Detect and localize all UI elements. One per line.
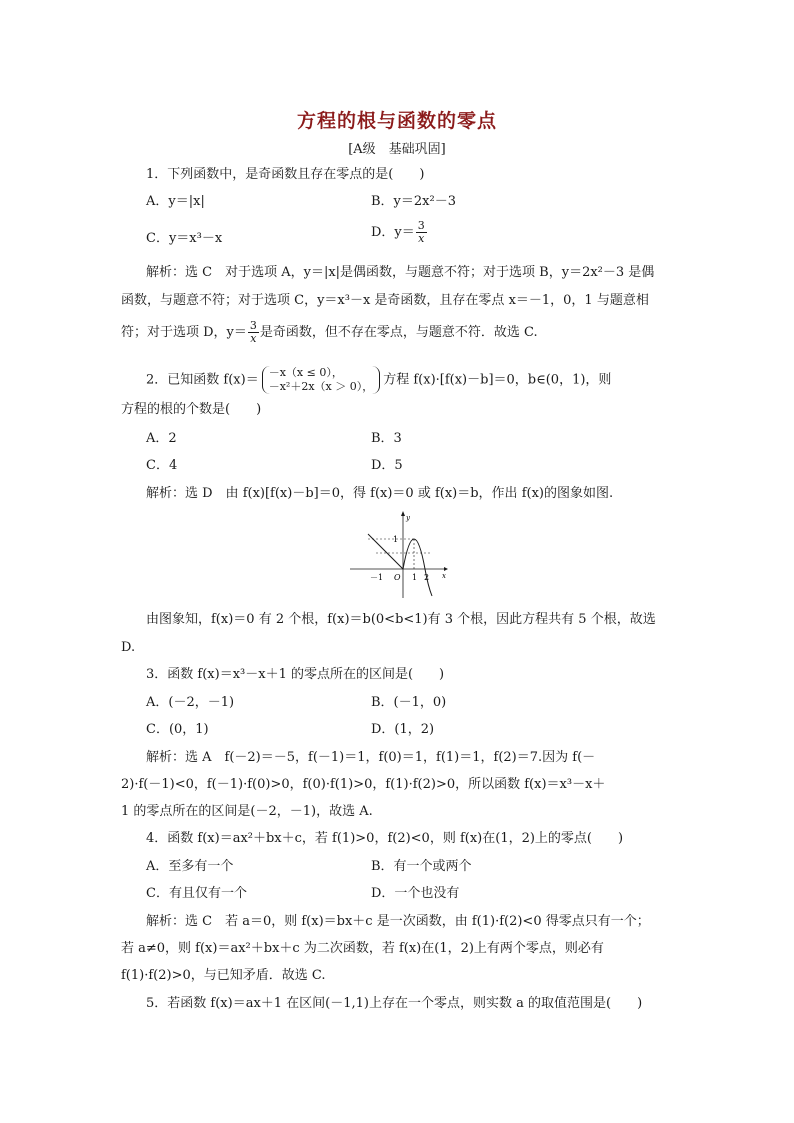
q3-option-b: B．(－1，0) xyxy=(371,695,447,710)
q2-piecewise-function xyxy=(262,366,381,394)
q2-function-graph xyxy=(348,510,448,600)
q4-solution-line-3: f(1)·f(2)>0，与已知矛盾．故选 C. xyxy=(121,968,326,983)
q2-option-d: D．5 xyxy=(371,458,403,473)
q1-option-d-prefix: D．y＝ xyxy=(371,225,415,240)
q4-option-c: C．有且仅有一个 xyxy=(146,886,247,901)
graph-label-y-one: 1 xyxy=(393,535,399,544)
q2-stem-post: 方程 f(x)·[f(x)－b]＝0，b∈(0，1)，则 xyxy=(383,372,612,388)
graph-label-x-two: 2 xyxy=(424,573,430,582)
q2-solution-line-1: 解析：选 D 由 f(x)[f(x)－b]＝0，得 f(x)＝0 或 f(x)＝b，作出 f(x)的图象如图. xyxy=(146,486,614,501)
q1-option-c: C．y＝x³－x xyxy=(146,231,223,246)
q3-option-a: A．(－2，－1) xyxy=(146,695,235,710)
q1-solution-line-2: 函数，与题意不符；对于选项 C，y＝x³－x 是奇函数，且存在零点 x＝－1，0，1 与题意相 xyxy=(121,293,649,308)
q2-stem-pre: 2．已知函数 f(x)＝ xyxy=(146,372,259,388)
y-axis-arrow xyxy=(401,511,405,516)
section-subtitle: [A级 基础巩固] xyxy=(348,142,446,157)
q3-stem: 3．函数 f(x)＝x³－x＋1 的零点所在的区间是( ) xyxy=(146,667,445,682)
graph-label-x: x xyxy=(442,572,446,580)
q4-option-b: B．有一个或两个 xyxy=(371,859,472,874)
piecewise-branch-2: －x²＋2x（x ＞ 0）， xyxy=(268,380,374,393)
q2-solution-line-2: 由图象知，f(x)＝0 有 2 个根，f(x)＝b(0<b<1)有 3 个根，因此方程共有 5 个根，故选 xyxy=(146,612,656,627)
q2-option-a: A．2 xyxy=(146,431,177,446)
q4-solution-line-2: 若 a≠0，则 f(x)＝ax²＋bx＋c 为二次函数，若 f(x)在(1，2)上有两个零点，则必有 xyxy=(121,941,604,956)
q3-option-d: D．(1，2) xyxy=(371,722,435,737)
fraction-numerator: 3 xyxy=(249,319,257,332)
graph-label-origin: O xyxy=(394,573,401,582)
q2-option-b: B．3 xyxy=(371,431,402,446)
q1-option-a: A．y＝|x| xyxy=(146,194,205,209)
q5-stem: 5．若函数 f(x)＝ax＋1 在区间(－1,1)上存在一个零点，则实数 a 的取值范围是( ) xyxy=(146,996,643,1011)
q2-stem xyxy=(146,366,611,394)
q2-solution-line-3: D. xyxy=(121,640,136,655)
page-title: 方程的根与函数的零点 xyxy=(296,110,497,132)
fraction-denominator: x xyxy=(250,332,257,345)
q1-solution-line-1: 解析：选 C 对于选项 A，y＝|x|是偶函数，与题意不符；对于选项 B，y＝2x²－3 是偶 xyxy=(146,265,655,280)
q1-option-d xyxy=(371,220,428,245)
piecewise-branch-1: －x（x ≤ 0）， xyxy=(268,366,343,379)
fraction-numerator: 3 xyxy=(417,219,425,232)
q2-option-c: C．4 xyxy=(146,458,178,473)
q2-stem-line-2: 方程的根的个数是( ) xyxy=(121,402,262,417)
q3-solution-line-2: 2)·f(－1)<0，f(－1)·f(0)>0，f(0)·f(1)>0，f(1)·f(2)>0，所以函数 f(x)＝x³－x＋ xyxy=(121,777,606,792)
q1-solution-line-3-pre: 符；对于选项 D，y＝ xyxy=(121,325,247,340)
q1-option-d-fraction xyxy=(416,220,427,245)
q3-solution-line-3: 1 的零点所在的区间是(－2，－1)，故选 A. xyxy=(121,804,373,819)
q1-option-b: B．y＝2x²－3 xyxy=(371,194,456,209)
q4-option-a: A．至多有一个 xyxy=(146,859,234,874)
graph-label-y: y xyxy=(406,514,410,522)
q1-stem: 1．下列函数中，是奇函数且存在零点的是( ) xyxy=(146,167,425,182)
q4-solution-line-1: 解析：选 C 若 a＝0，则 f(x)＝bx＋c 是一次函数，由 f(1)·f(2)<0 得零点只有一个； xyxy=(146,914,650,929)
q4-stem: 4．函数 f(x)＝ax²＋bx＋c，若 f(1)>0，f(2)<0，则 f(x)在(1，2)上的零点( ) xyxy=(146,831,624,846)
graph-label-neg-one: －1 xyxy=(370,573,384,582)
q1-solution-line-3 xyxy=(121,320,538,345)
parabola-branch xyxy=(403,539,432,596)
graph-label-x-one: 1 xyxy=(412,573,418,582)
q3-option-c: C．(0，1) xyxy=(146,722,209,737)
q4-option-d: D．一个也没有 xyxy=(371,886,460,901)
x-axis-arrow xyxy=(444,567,448,571)
q3-solution-line-1: 解析：选 A f(－2)＝－5，f(－1)＝1，f(0)＝1，f(1)＝1，f(2)＝7.因为 f(－ xyxy=(146,750,596,765)
q1-solution-line-3-post: 是奇函数，但不存在零点，与题意不符．故选 C. xyxy=(259,325,538,340)
fraction-denominator: x xyxy=(418,232,425,245)
q1-solution-fraction xyxy=(248,320,259,345)
